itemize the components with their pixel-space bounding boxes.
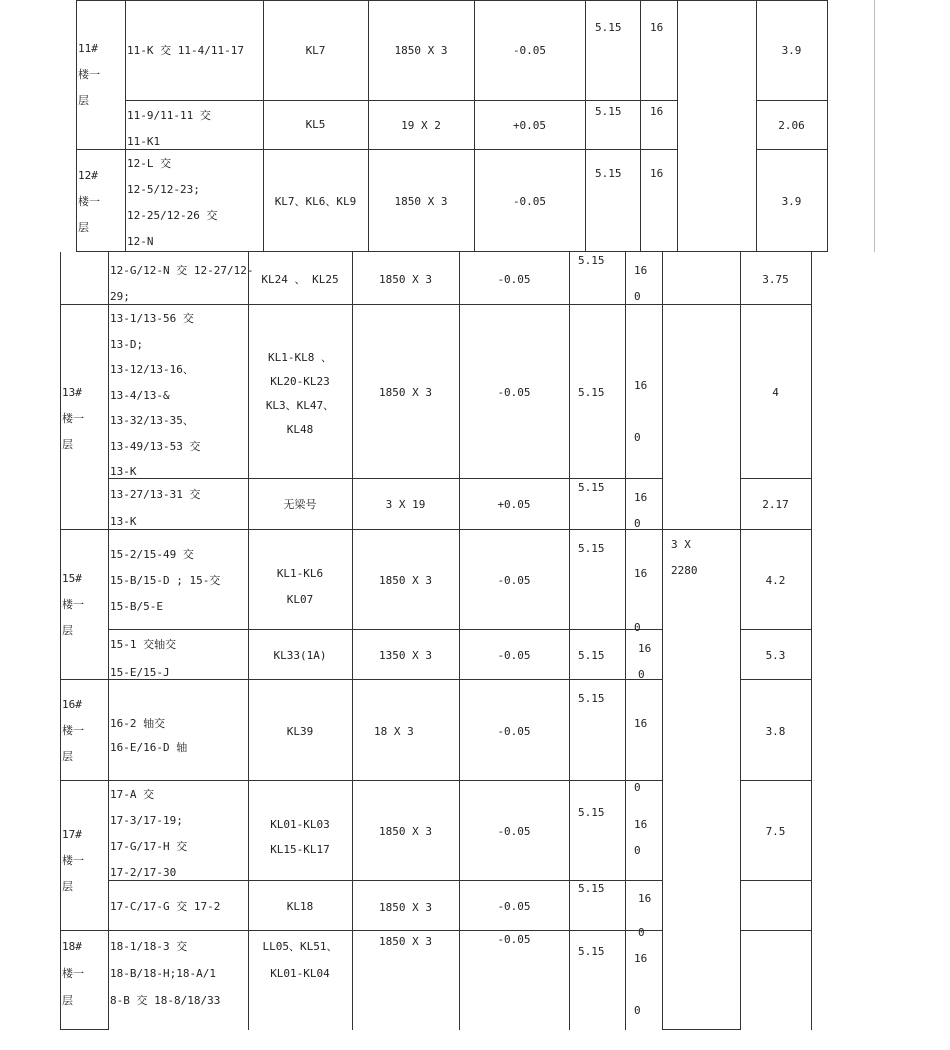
location-cell: 17-A 交 17-3/17-19; 17-G/17-H 交 17-2/17-30 bbox=[110, 788, 188, 879]
elevation-cell: -0.05 bbox=[497, 574, 531, 587]
value-cell: 4 bbox=[772, 386, 779, 399]
location-cell: 15-2/15-49 交 15-B/15-D ; 15-交 15-B/5-E bbox=[110, 548, 221, 613]
size-cell: 1850 X 3 bbox=[379, 386, 432, 399]
location-cell: 15-1 交轴交 15-E/15-J bbox=[110, 638, 177, 679]
elevation-cell: +0.05 bbox=[497, 498, 531, 511]
beam-cell: KL39 bbox=[286, 725, 314, 738]
grid-line bbox=[662, 252, 663, 1030]
beam-cell: KL24 、 KL25 bbox=[261, 273, 339, 286]
count-cell: 16 bbox=[650, 105, 664, 118]
elevation-cell: -0.05 bbox=[497, 386, 531, 399]
location-cell: 12-G/12-N 交 12-27/12- 29; bbox=[110, 264, 254, 303]
beam-cell: KL7 bbox=[305, 44, 326, 57]
location-cell: 18-1/18-3 交 18-B/18-H;18-A/1 8-B 交 18-8/18/33 bbox=[110, 940, 221, 1007]
height-cell: 5.15 bbox=[578, 945, 605, 958]
grid-line bbox=[740, 930, 812, 931]
grid-line bbox=[740, 880, 812, 881]
size-cell: 18 X 3 bbox=[374, 725, 414, 738]
count-cell: 16 0 bbox=[634, 818, 648, 857]
height-cell: 5.15 bbox=[578, 882, 605, 895]
value-cell: 2.17 bbox=[762, 498, 789, 511]
elevation-cell: -0.05 bbox=[497, 900, 531, 913]
beam-cell: KL01-KL03 KL15-KL17 bbox=[270, 818, 330, 856]
elevation-cell: -0.05 bbox=[497, 649, 531, 662]
grid-line bbox=[740, 478, 812, 479]
count-cell: 16 0 bbox=[634, 567, 648, 634]
elevation-cell: -0.05 bbox=[512, 195, 547, 208]
location-cell: 12-L 交 12-5/12-23; 12-25/12-26 交 12-N bbox=[127, 157, 218, 248]
value-cell: 7.5 bbox=[765, 825, 786, 838]
grid-line bbox=[811, 252, 812, 1030]
beam-cell: LL05、KL51、 KL01-KL04 bbox=[262, 940, 338, 980]
value-cell: 3.9 bbox=[781, 195, 802, 208]
value-cell: 5.3 bbox=[765, 649, 786, 662]
elevation-cell: -0.05 bbox=[512, 44, 547, 57]
height-cell: 5.15 bbox=[578, 692, 605, 705]
grid-line bbox=[125, 0, 126, 252]
grid-line bbox=[108, 252, 109, 1030]
size-cell: 1850 X 3 bbox=[379, 273, 432, 286]
value-cell: 3.8 bbox=[765, 725, 786, 738]
count-cell: 16 0 bbox=[638, 642, 652, 681]
floor-cell: 12# 楼一 层 bbox=[78, 169, 100, 234]
location-cell: 11-K 交 11-4/11-17 bbox=[127, 44, 244, 57]
grid-line bbox=[740, 252, 741, 1030]
location-cell: 13-27/13-31 交 13-K bbox=[110, 488, 201, 528]
value-cell: 3.9 bbox=[781, 44, 802, 57]
count-cell: 16 0 bbox=[634, 952, 648, 1017]
grid-line bbox=[663, 1029, 741, 1030]
grid-line bbox=[108, 629, 663, 630]
elevation-cell: -0.05 bbox=[497, 933, 531, 946]
height-cell: 5.15 bbox=[578, 386, 605, 399]
count-cell: 16 bbox=[650, 21, 664, 34]
location-cell: 13-1/13-56 交 13-D; 13-12/13-16、 13-4/13-& 13-32/13-35、 13-49/13-53 交 13-K bbox=[110, 312, 201, 478]
grid-line bbox=[459, 252, 460, 1030]
size-cell: 1850 X 3 bbox=[379, 935, 432, 948]
grid-line bbox=[108, 880, 663, 881]
elevation-cell: -0.05 bbox=[497, 273, 531, 286]
elevation-cell: -0.05 bbox=[497, 825, 531, 838]
floor-cell: 16# 楼一 层 bbox=[62, 698, 84, 763]
size-cell: 19 X 2 bbox=[401, 119, 441, 132]
grid-line bbox=[625, 252, 626, 1030]
beam-cell: KL1-KL6 KL07 bbox=[276, 567, 324, 606]
height-cell: 5.15 bbox=[578, 649, 605, 662]
elevation-cell: -0.05 bbox=[497, 725, 531, 738]
grid-line bbox=[677, 0, 678, 252]
grid-line bbox=[569, 252, 570, 1030]
grid-line bbox=[827, 0, 828, 252]
grid-line bbox=[125, 100, 678, 101]
grid-line bbox=[60, 252, 61, 1030]
size-cell: 1850 X 3 bbox=[394, 195, 448, 208]
height-cell: 5.15 bbox=[578, 481, 605, 494]
grid-line bbox=[60, 780, 663, 781]
beam-cell: KL18 bbox=[286, 900, 314, 913]
beam-cell: KL5 bbox=[305, 118, 326, 131]
count-cell: 16 0 bbox=[634, 264, 648, 303]
height-cell: 5.15 bbox=[578, 806, 605, 819]
beam-cell: KL7、KL6、KL9 bbox=[274, 195, 357, 208]
count-cell: 16 0 bbox=[634, 491, 648, 530]
floor-cell: 13# 楼一 层 bbox=[62, 386, 84, 451]
merged-note-cell: 3 X 2280 bbox=[671, 538, 698, 577]
height-cell: 5.15 bbox=[595, 105, 622, 118]
height-cell: 5.15 bbox=[595, 21, 622, 34]
size-cell: 1850 X 3 bbox=[379, 901, 432, 914]
elevation-cell: +0.05 bbox=[512, 119, 547, 132]
grid-line bbox=[740, 629, 812, 630]
beam-cell: KL33(1A) bbox=[273, 649, 327, 662]
location-cell: 16-2 轴交 16-E/16-D 轴 bbox=[110, 717, 188, 754]
grid-line bbox=[76, 0, 77, 252]
floor-cell: 17# 楼一 层 bbox=[62, 828, 84, 893]
grid-line bbox=[60, 930, 663, 931]
location-cell: 17-C/17-G 交 17-2 bbox=[110, 900, 221, 913]
grid-line bbox=[60, 1029, 109, 1030]
height-cell: 5.15 bbox=[578, 254, 605, 267]
count-cell: 16 0 bbox=[634, 717, 648, 794]
size-cell: 1850 X 3 bbox=[394, 44, 448, 57]
beam-cell: 无梁号 bbox=[283, 498, 317, 511]
location-cell: 11-9/11-11 交 11-K1 bbox=[127, 109, 211, 148]
value-cell: 2.06 bbox=[778, 119, 805, 132]
floor-cell: 15# 楼一 层 bbox=[62, 572, 84, 637]
beam-cell: KL1-KL8 、 KL20-KL23 KL3、KL47、 KL48 bbox=[265, 351, 335, 436]
size-cell: 3 X 19 bbox=[385, 498, 426, 511]
grid-line bbox=[756, 100, 828, 101]
count-cell: 16 0 bbox=[638, 892, 652, 939]
grid-line bbox=[756, 149, 828, 150]
floor-cell: 18# 楼一 层 bbox=[62, 940, 84, 1007]
height-cell: 5.15 bbox=[578, 542, 605, 555]
value-cell: 4.2 bbox=[765, 574, 786, 587]
grid-line bbox=[585, 0, 586, 252]
grid-line bbox=[640, 0, 641, 252]
count-cell: 16 0 bbox=[634, 379, 648, 444]
grid-line bbox=[76, 0, 828, 1]
value-cell: 3.75 bbox=[762, 273, 789, 286]
grid-line bbox=[874, 0, 875, 252]
floor-cell: 11# 楼一 层 bbox=[78, 42, 100, 107]
count-cell: 16 bbox=[650, 167, 664, 180]
size-cell: 1350 X 3 bbox=[379, 649, 432, 662]
grid-line bbox=[740, 679, 812, 680]
size-cell: 1850 X 3 bbox=[379, 574, 432, 587]
height-cell: 5.15 bbox=[595, 167, 622, 180]
size-cell: 1850 X 3 bbox=[379, 825, 432, 838]
grid-line bbox=[740, 780, 812, 781]
